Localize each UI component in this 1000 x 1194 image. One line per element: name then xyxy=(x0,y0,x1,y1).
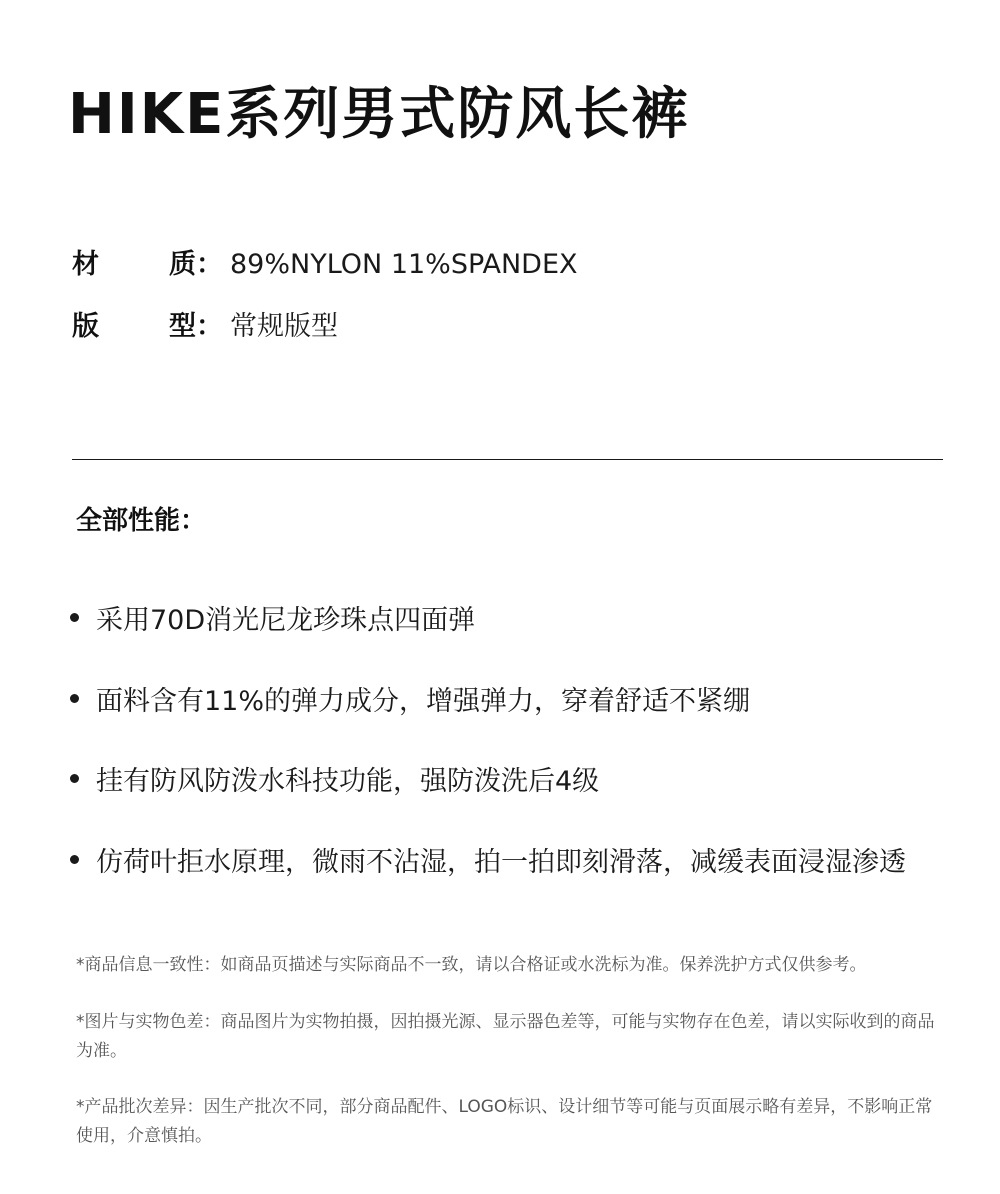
spec-value-fit: 常规版型 xyxy=(230,311,338,342)
feature-item xyxy=(70,679,750,718)
product-title: HIKE系列男式防风长裤 xyxy=(68,82,690,147)
spec-row-fit xyxy=(72,304,338,343)
feature-item xyxy=(70,759,599,798)
bullet-dot-icon xyxy=(70,613,79,622)
spec-colon: ： xyxy=(196,249,223,280)
spec-value-material: 89%NYLON 11%SPANDEX xyxy=(230,249,578,280)
feature-item xyxy=(70,840,906,879)
spec-label-char: 版 xyxy=(72,311,99,342)
bullet-dot-icon xyxy=(70,774,79,783)
spec-label-fit xyxy=(72,304,196,343)
spec-row-material xyxy=(72,242,578,281)
feature-item xyxy=(70,598,475,637)
note-product-consistency: *商品信息一致性：如商品页描述与实际商品不一致，请以合格证或水洗标为准。保养洗护方式仅供参考。 xyxy=(76,955,867,975)
spec-label-material xyxy=(72,242,196,281)
spec-label-char: 质 xyxy=(169,249,196,280)
feature-item-text: 采用70D消光尼龙珍珠点四面弹 xyxy=(96,605,476,636)
feature-item-text: 仿荷叶拒水原理，微雨不沾湿，拍一拍即刻滑落，减缓表面浸湿渗透 xyxy=(96,847,906,878)
spec-colon: ： xyxy=(196,311,223,342)
spec-label-char: 型 xyxy=(169,311,196,342)
section-divider xyxy=(72,459,943,460)
feature-item-text: 挂有防风防泼水科技功能，强防泼洗后4级 xyxy=(96,766,600,797)
spec-label-char: 材 xyxy=(72,249,99,280)
features-section-title: 全部性能： xyxy=(76,506,207,536)
bullet-dot-icon xyxy=(70,694,79,703)
note-color-difference: *图片与实物色差：商品图片为实物拍摄，因拍摄光源、显示器色差等，可能与实物存在色差，请以实际收到的商品为准。 xyxy=(76,1012,935,1061)
feature-item-text: 面料含有11%的弹力成分，增强弹力，穿着舒适不紧绷 xyxy=(96,686,751,717)
note-batch-difference: *产品批次差异：因生产批次不同，部分商品配件、LOGO标识、设计细节等可能与页面展示略有差异，不影响正常使用，介意慎拍。 xyxy=(76,1097,933,1146)
bullet-dot-icon xyxy=(70,855,79,864)
